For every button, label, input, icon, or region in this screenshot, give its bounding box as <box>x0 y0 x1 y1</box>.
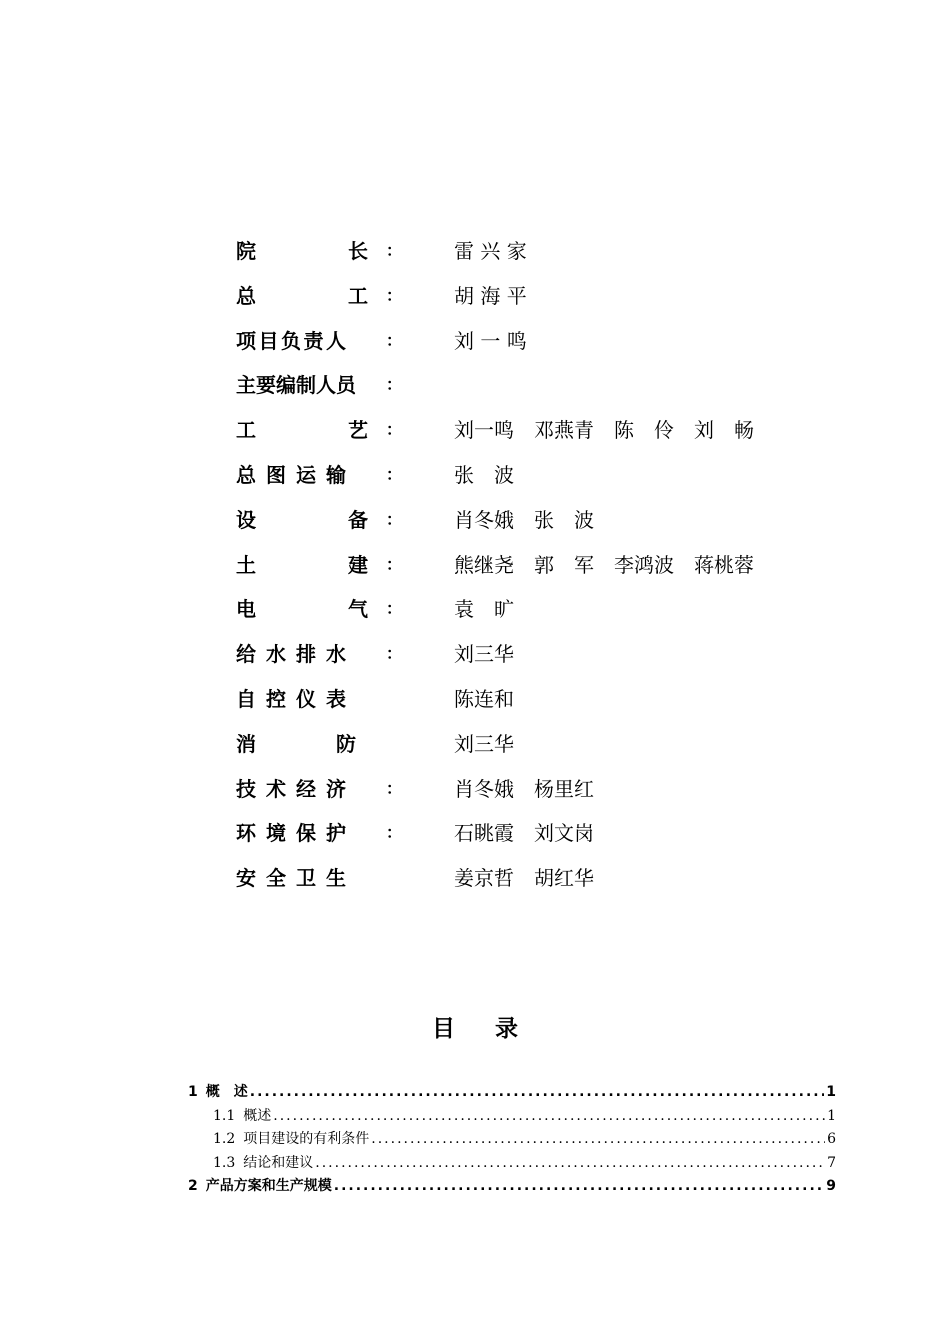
staff-role <box>236 771 346 807</box>
staff-names: 张 波 <box>454 462 514 487</box>
staff-role-char: 工 <box>236 418 256 443</box>
toc-leader-dots <box>371 1128 825 1152</box>
staff-colon: ： <box>386 599 403 619</box>
staff-role-char: 安 <box>236 866 256 891</box>
staff-colon: ： <box>386 509 403 529</box>
staff-role-char: 要 <box>256 373 276 398</box>
staff-names: 胡 海 平 <box>454 283 527 308</box>
staff-row <box>236 412 856 457</box>
staff-row <box>236 547 856 592</box>
staff-role-char: 院 <box>236 239 256 263</box>
staff-role-char: 总 <box>236 283 256 308</box>
toc-leader-dots <box>250 1081 825 1105</box>
toc-entry[interactable] <box>188 1152 836 1176</box>
staff-role <box>236 547 368 583</box>
staff-role <box>236 502 368 538</box>
staff-role-char: 排 <box>296 642 316 667</box>
staff-names: 石眺霞 刘文岗 <box>454 821 594 846</box>
toc-leader-dots <box>273 1105 825 1129</box>
staff-role-char: 工 <box>348 283 368 308</box>
staff-role-char: 表 <box>326 686 346 711</box>
staff-role-char: 水 <box>266 642 286 667</box>
staff-role-char: 人 <box>326 328 346 353</box>
staff-names: 陈连和 <box>454 686 514 711</box>
staff-role-char: 术 <box>266 776 286 801</box>
toc-leader-dots <box>315 1152 825 1176</box>
staff-row <box>236 367 856 412</box>
staff-names: 雷 兴 家 <box>454 239 527 263</box>
toc-entry[interactable] <box>188 1081 836 1105</box>
staff-names: 刘一鸣 邓燕青 陈 伶 刘 畅 <box>454 418 754 443</box>
staff-names: 刘三华 <box>454 642 514 667</box>
toc-entry-number: 1.1 <box>213 1107 236 1124</box>
staff-role-char: 技 <box>236 776 256 801</box>
toc-entry-number: 2 <box>188 1178 198 1194</box>
toc-entry-number: 1.3 <box>213 1154 236 1171</box>
staff-role-char: 建 <box>348 552 368 577</box>
toc-entry-page: 7 <box>827 1154 836 1171</box>
staff-role <box>236 726 356 762</box>
staff-role-char: 控 <box>266 686 286 711</box>
staff-row <box>236 815 856 860</box>
staff-colon: ： <box>386 375 403 395</box>
staff-role <box>236 412 368 448</box>
toc-entry-number: 1.2 <box>213 1131 236 1147</box>
staff-row <box>236 502 856 547</box>
staff-colon: ： <box>386 554 403 574</box>
staff-names: 姜京哲 胡红华 <box>454 866 594 891</box>
staff-role-char: 济 <box>326 776 346 801</box>
staff-row <box>236 681 856 726</box>
staff-role-char: 制 <box>296 373 316 398</box>
staff-role-char: 备 <box>348 507 368 532</box>
staff-row <box>236 591 856 636</box>
staff-colon: ： <box>386 823 403 843</box>
staff-role <box>236 815 346 851</box>
staff-role-char: 生 <box>326 866 346 891</box>
staff-role-char: 人 <box>316 373 336 398</box>
staff-role-char: 责 <box>303 328 324 353</box>
toc-entry-text: 概 述 <box>205 1084 248 1100</box>
staff-colon: ： <box>386 644 403 664</box>
staff-role-char: 土 <box>236 552 256 577</box>
staff-role-char: 电 <box>236 597 256 622</box>
staff-row <box>236 323 856 368</box>
staff-names: 肖冬娥 杨里红 <box>454 776 594 801</box>
staff-role <box>236 860 346 896</box>
toc-entry-text: 产品方案和生产规模 <box>205 1178 332 1194</box>
staff-role-char: 经 <box>296 776 316 801</box>
staff-role-char: 保 <box>296 821 316 846</box>
staff-role <box>236 636 346 672</box>
staff-list <box>236 233 856 905</box>
staff-names: 刘三华 <box>454 731 514 756</box>
staff-role-char: 全 <box>266 866 286 891</box>
staff-role <box>236 323 346 359</box>
staff-names: 刘 一 鸣 <box>454 328 527 353</box>
staff-role-char: 总 <box>236 462 256 487</box>
staff-role <box>236 233 368 269</box>
toc-entry-text: 概述 <box>243 1107 272 1124</box>
staff-role-char: 艺 <box>348 418 368 443</box>
staff-role-char: 防 <box>336 731 356 756</box>
staff-role-char: 护 <box>326 821 346 846</box>
staff-colon: ： <box>386 464 403 484</box>
staff-row <box>236 233 856 278</box>
staff-colon: ： <box>386 285 403 305</box>
staff-role-char: 环 <box>236 821 256 846</box>
toc-entry-text: 项目建设的有利条件 <box>243 1131 370 1147</box>
staff-colon: ： <box>386 778 403 798</box>
staff-role <box>236 591 368 627</box>
staff-row <box>236 636 856 681</box>
staff-role-char: 设 <box>236 507 256 532</box>
toc-entry-page: 1 <box>827 1107 836 1124</box>
staff-row <box>236 726 856 771</box>
staff-names: 熊继尧 郭 军 李鸿波 蒋桃蓉 <box>454 552 754 577</box>
staff-role-char: 项 <box>236 328 256 353</box>
toc-entry-page: 6 <box>827 1131 836 1147</box>
staff-role-char: 消 <box>236 731 256 756</box>
staff-role-char: 负 <box>281 328 301 353</box>
staff-role-char: 主 <box>236 373 256 398</box>
staff-role-char: 境 <box>266 821 286 846</box>
staff-row <box>236 457 856 502</box>
staff-row <box>236 771 856 816</box>
toc-leader-dots <box>334 1175 825 1199</box>
toc-title: 目录 <box>432 1016 558 1042</box>
toc-entry[interactable] <box>188 1175 836 1199</box>
staff-role-char: 目 <box>258 328 279 353</box>
staff-role-char: 运 <box>296 462 316 487</box>
staff-row <box>236 278 856 323</box>
staff-row <box>236 860 856 905</box>
staff-role-char: 水 <box>326 642 346 667</box>
staff-role-char: 员 <box>336 373 356 398</box>
toc-entry[interactable] <box>188 1128 836 1152</box>
staff-role <box>236 681 346 717</box>
staff-role-char: 卫 <box>296 866 316 891</box>
staff-colon: ： <box>386 330 403 350</box>
toc-entry-text: 结论和建议 <box>243 1154 314 1171</box>
staff-role-char: 气 <box>348 597 368 622</box>
toc-entry-number: 1 <box>188 1084 198 1100</box>
staff-role-char: 输 <box>326 462 346 487</box>
staff-names: 肖冬娥 张 波 <box>454 507 594 532</box>
staff-role-char: 图 <box>266 462 286 487</box>
toc-entry[interactable] <box>188 1105 836 1129</box>
toc-entry-page: 1 <box>826 1084 836 1100</box>
staff-role-char: 长 <box>348 239 368 263</box>
staff-role-char: 自 <box>236 686 256 711</box>
staff-role-char: 编 <box>276 373 296 398</box>
staff-role <box>236 278 368 314</box>
staff-role <box>236 457 346 493</box>
staff-colon: ： <box>386 420 403 440</box>
staff-role-char: 仪 <box>296 686 316 711</box>
staff-role-char: 给 <box>236 642 256 667</box>
table-of-contents <box>188 1081 836 1199</box>
staff-names: 袁 旷 <box>454 597 514 622</box>
toc-entry-page: 9 <box>826 1178 836 1194</box>
staff-role <box>236 367 368 403</box>
staff-colon: ： <box>386 241 403 260</box>
